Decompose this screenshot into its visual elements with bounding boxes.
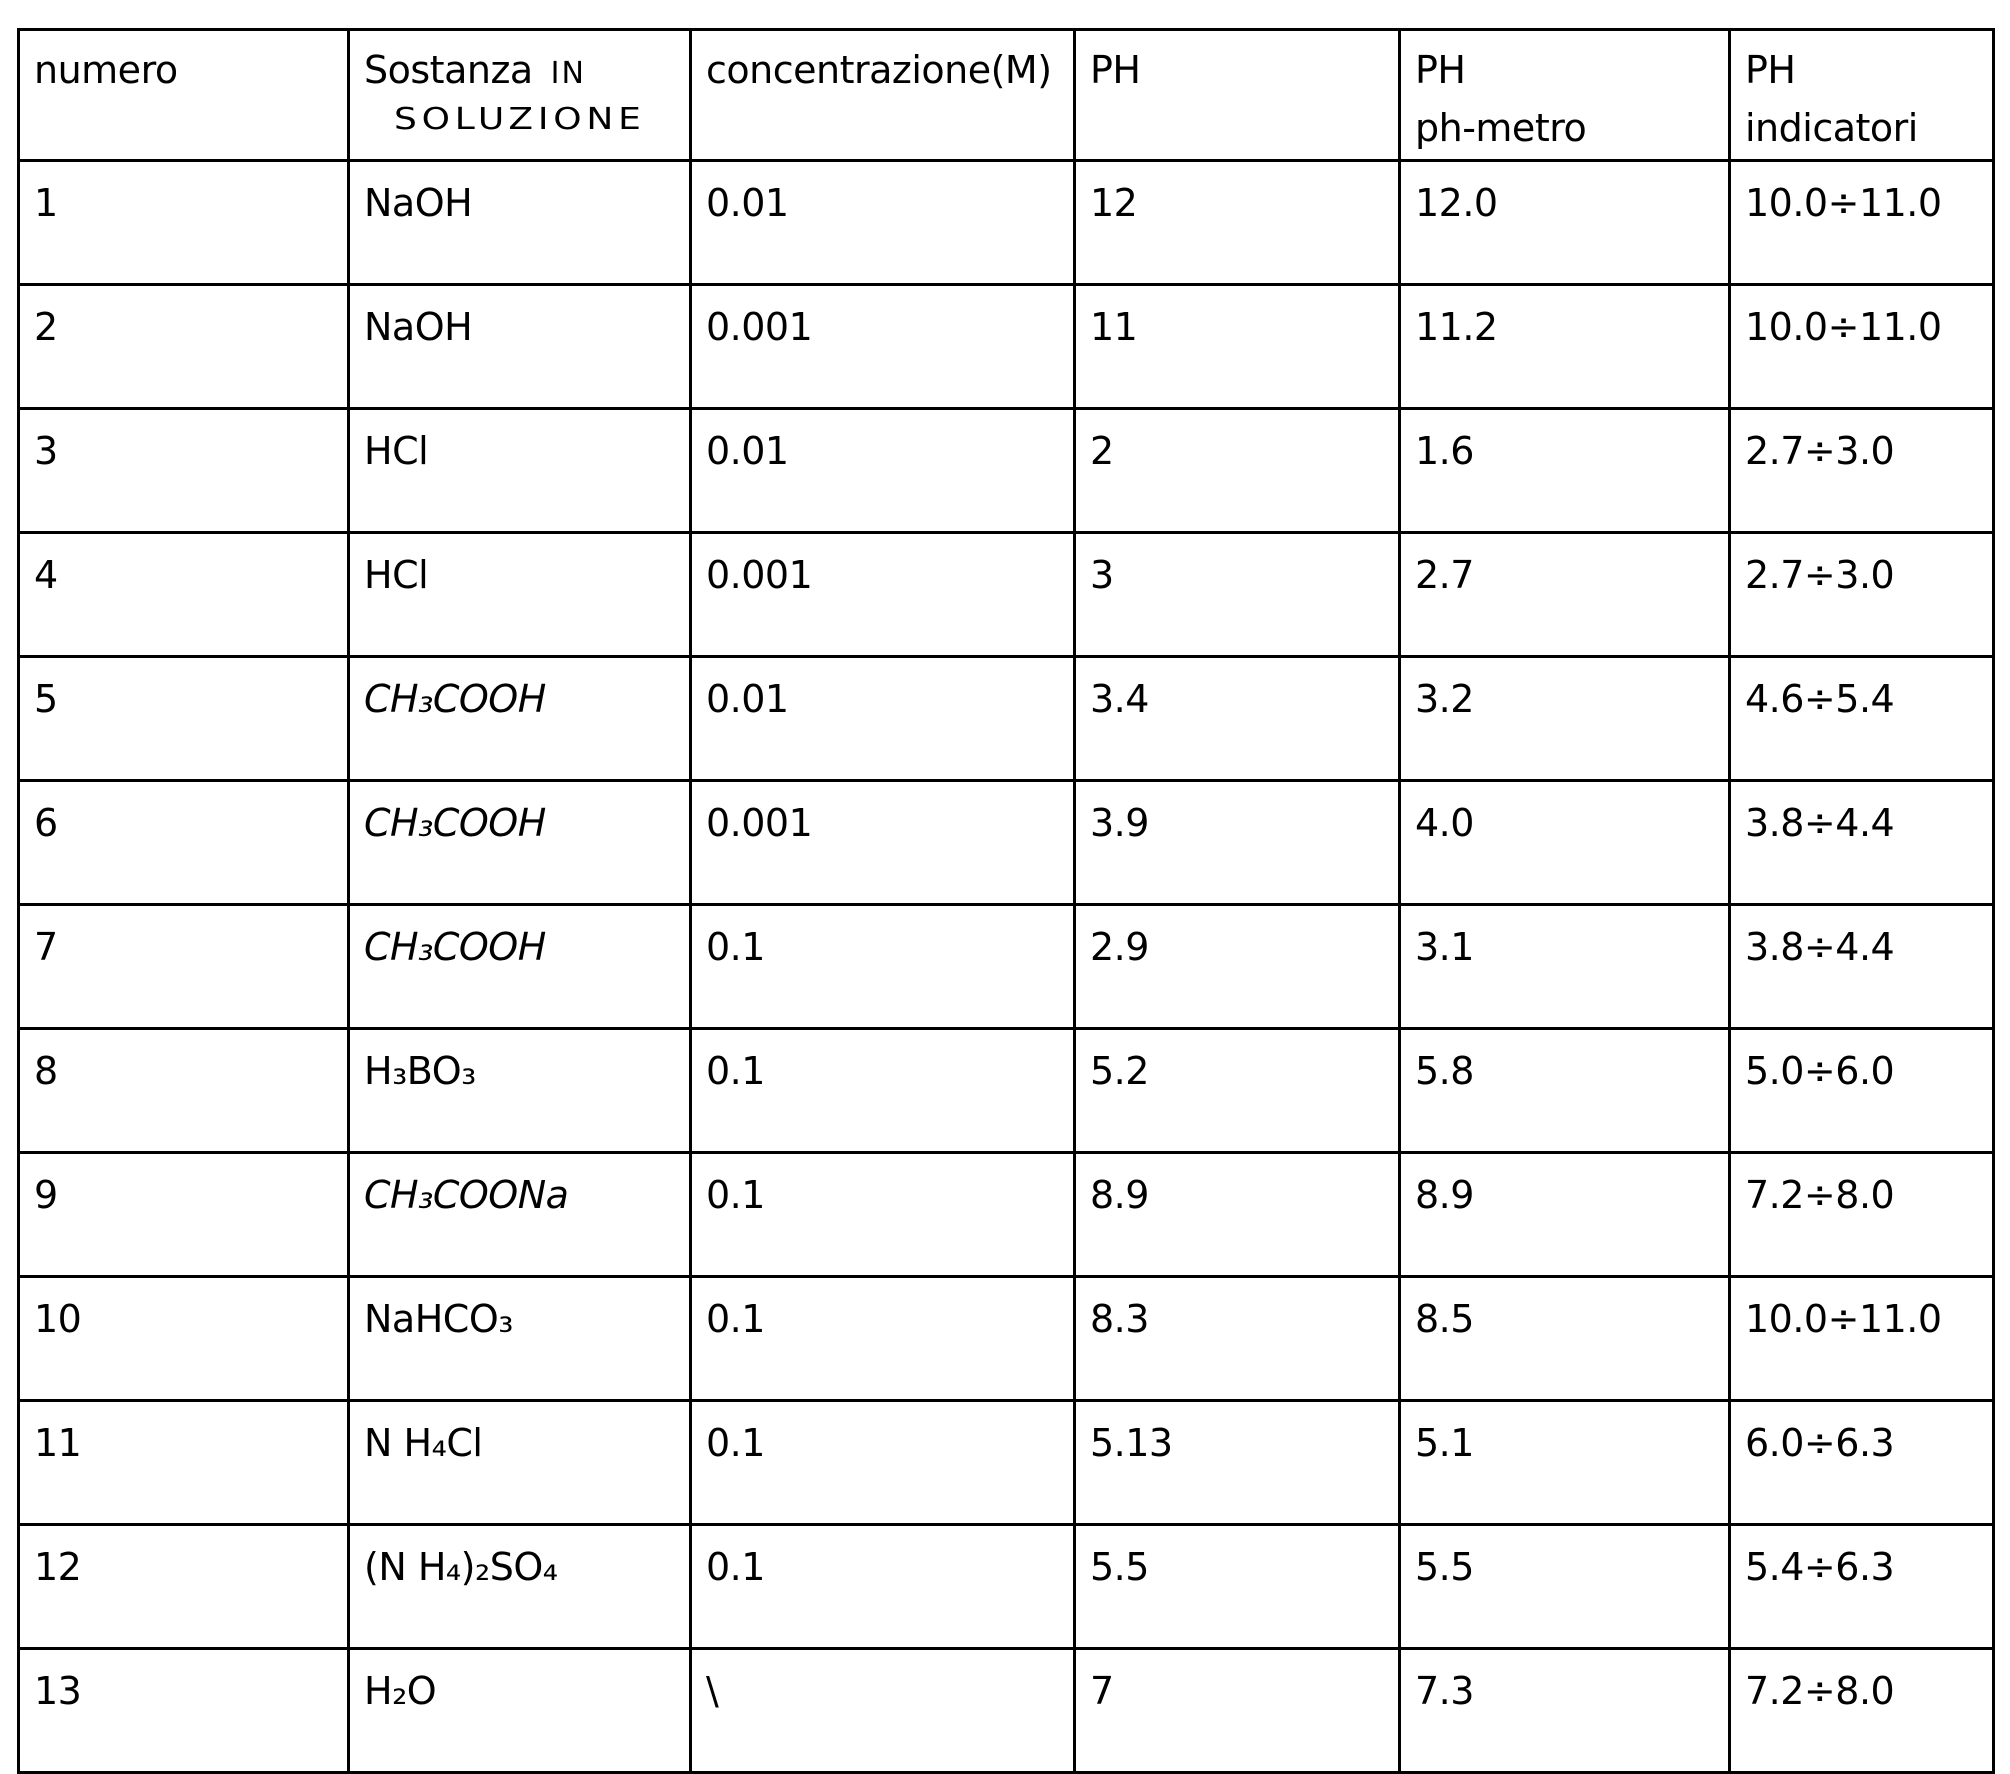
header-ph — [1075, 30, 1400, 161]
cell-ph-metro: 8.9 — [1400, 1153, 1730, 1277]
cell-ph-indicatori: 5.4÷6.3 — [1730, 1525, 1994, 1649]
cell-concentrazione: 0.01 — [691, 161, 1075, 285]
cell-ph-indicatori: 10.0÷11.0 — [1730, 285, 1994, 409]
cell-numero: 8 — [19, 1029, 349, 1153]
cell-concentrazione: 0.1 — [691, 1029, 1075, 1153]
cell-ph-metro: 12.0 — [1400, 161, 1730, 285]
header-label: indicatori — [1745, 106, 1918, 150]
table-row — [19, 533, 1994, 657]
cell-ph: 3.9 — [1075, 781, 1400, 905]
cell-concentrazione: 0.1 — [691, 1153, 1075, 1277]
cell-sostanza: CH₃COONa — [349, 1153, 691, 1277]
cell-ph: 5.2 — [1075, 1029, 1400, 1153]
cell-ph-metro: 5.1 — [1400, 1401, 1730, 1525]
cell-ph-metro: 11.2 — [1400, 285, 1730, 409]
cell-sostanza: (N H₄)₂SO₄ — [349, 1525, 691, 1649]
table-row — [19, 781, 1994, 905]
cell-ph: 3.4 — [1075, 657, 1400, 781]
cell-concentrazione: 0.001 — [691, 781, 1075, 905]
header-ph-indicatori — [1730, 30, 1994, 161]
cell-ph-metro: 4.0 — [1400, 781, 1730, 905]
cell-sostanza: NaHCO₃ — [349, 1277, 691, 1401]
cell-sostanza: CH₃COOH — [349, 657, 691, 781]
cell-ph-indicatori: 10.0÷11.0 — [1730, 161, 1994, 285]
cell-ph-indicatori: 7.2÷8.0 — [1730, 1649, 1994, 1773]
cell-concentrazione: 0.1 — [691, 1401, 1075, 1525]
cell-numero: 5 — [19, 657, 349, 781]
cell-numero: 7 — [19, 905, 349, 1029]
cell-sostanza: NaOH — [349, 285, 691, 409]
table-row — [19, 409, 1994, 533]
table-row — [19, 905, 1994, 1029]
cell-concentrazione: 0.1 — [691, 1277, 1075, 1401]
cell-concentrazione: 0.1 — [691, 905, 1075, 1029]
cell-ph-metro: 7.3 — [1400, 1649, 1730, 1773]
table-row — [19, 1525, 1994, 1649]
cell-ph-metro: 3.2 — [1400, 657, 1730, 781]
table-row — [19, 1277, 1994, 1401]
cell-numero: 4 — [19, 533, 349, 657]
cell-ph-metro: 3.1 — [1400, 905, 1730, 1029]
cell-ph-indicatori: 3.8÷4.4 — [1730, 905, 1994, 1029]
cell-ph-metro: 8.5 — [1400, 1277, 1730, 1401]
table-row — [19, 285, 1994, 409]
cell-numero: 9 — [19, 1153, 349, 1277]
handwritten-annotation: SOLUZIONE — [394, 102, 646, 137]
header-sostanza — [349, 30, 691, 161]
header-label: PH — [1090, 48, 1141, 92]
cell-ph-metro: 1.6 — [1400, 409, 1730, 533]
cell-ph: 3 — [1075, 533, 1400, 657]
header-label: PH — [1745, 48, 1796, 92]
cell-sostanza: HCl — [349, 533, 691, 657]
cell-ph-indicatori: 10.0÷11.0 — [1730, 1277, 1994, 1401]
table-row — [19, 1029, 1994, 1153]
table-row — [19, 1401, 1994, 1525]
cell-sostanza: CH₃COOH — [349, 905, 691, 1029]
header-label: PH — [1415, 48, 1466, 92]
cell-ph-indicatori: 5.0÷6.0 — [1730, 1029, 1994, 1153]
cell-numero: 10 — [19, 1277, 349, 1401]
cell-numero: 11 — [19, 1401, 349, 1525]
document-sheet — [17, 28, 1992, 1713]
handwritten-annotation: IN — [550, 56, 586, 91]
cell-ph: 2 — [1075, 409, 1400, 533]
cell-ph: 8.9 — [1075, 1153, 1400, 1277]
cell-numero: 13 — [19, 1649, 349, 1773]
table-row — [19, 1153, 1994, 1277]
cell-sostanza: N H₄Cl — [349, 1401, 691, 1525]
header-label: numero — [34, 48, 178, 92]
table-row — [19, 657, 1994, 781]
cell-sostanza: NaOH — [349, 161, 691, 285]
cell-ph: 11 — [1075, 285, 1400, 409]
cell-numero: 12 — [19, 1525, 349, 1649]
cell-ph: 8.3 — [1075, 1277, 1400, 1401]
header-label: Sostanza — [364, 48, 533, 92]
header-numero — [19, 30, 349, 161]
cell-ph-indicatori: 2.7÷3.0 — [1730, 409, 1994, 533]
cell-ph: 12 — [1075, 161, 1400, 285]
cell-ph-metro: 5.8 — [1400, 1029, 1730, 1153]
header-ph-metro — [1400, 30, 1730, 161]
cell-ph-metro: 2.7 — [1400, 533, 1730, 657]
ph-data-table — [17, 28, 1995, 1774]
cell-ph-metro: 5.5 — [1400, 1525, 1730, 1649]
cell-concentrazione: 0.01 — [691, 657, 1075, 781]
cell-concentrazione: 0.001 — [691, 533, 1075, 657]
cell-sostanza: CH₃COOH — [349, 781, 691, 905]
cell-ph-indicatori: 7.2÷8.0 — [1730, 1153, 1994, 1277]
cell-concentrazione: 0.1 — [691, 1525, 1075, 1649]
cell-numero: 6 — [19, 781, 349, 905]
cell-ph-indicatori: 6.0÷6.3 — [1730, 1401, 1994, 1525]
cell-ph: 2.9 — [1075, 905, 1400, 1029]
cell-numero: 2 — [19, 285, 349, 409]
header-label: concentrazione(M) — [706, 48, 1052, 92]
header-concentrazione — [691, 30, 1075, 161]
cell-ph-indicatori: 4.6÷5.4 — [1730, 657, 1994, 781]
cell-ph-indicatori: 3.8÷4.4 — [1730, 781, 1994, 905]
header-label: ph-metro — [1415, 106, 1587, 150]
table-row — [19, 161, 1994, 285]
cell-ph: 7 — [1075, 1649, 1400, 1773]
cell-ph-indicatori: 2.7÷3.0 — [1730, 533, 1994, 657]
cell-numero: 3 — [19, 409, 349, 533]
cell-sostanza: H₃BO₃ — [349, 1029, 691, 1153]
cell-concentrazione: 0.001 — [691, 285, 1075, 409]
cell-ph: 5.5 — [1075, 1525, 1400, 1649]
cell-concentrazione: 0.01 — [691, 409, 1075, 533]
cell-numero: 1 — [19, 161, 349, 285]
table-row — [19, 1649, 1994, 1773]
cell-sostanza: HCl — [349, 409, 691, 533]
cell-ph: 5.13 — [1075, 1401, 1400, 1525]
table-header-row — [19, 30, 1994, 161]
cell-concentrazione: \ — [691, 1649, 1075, 1773]
cell-sostanza: H₂O — [349, 1649, 691, 1773]
